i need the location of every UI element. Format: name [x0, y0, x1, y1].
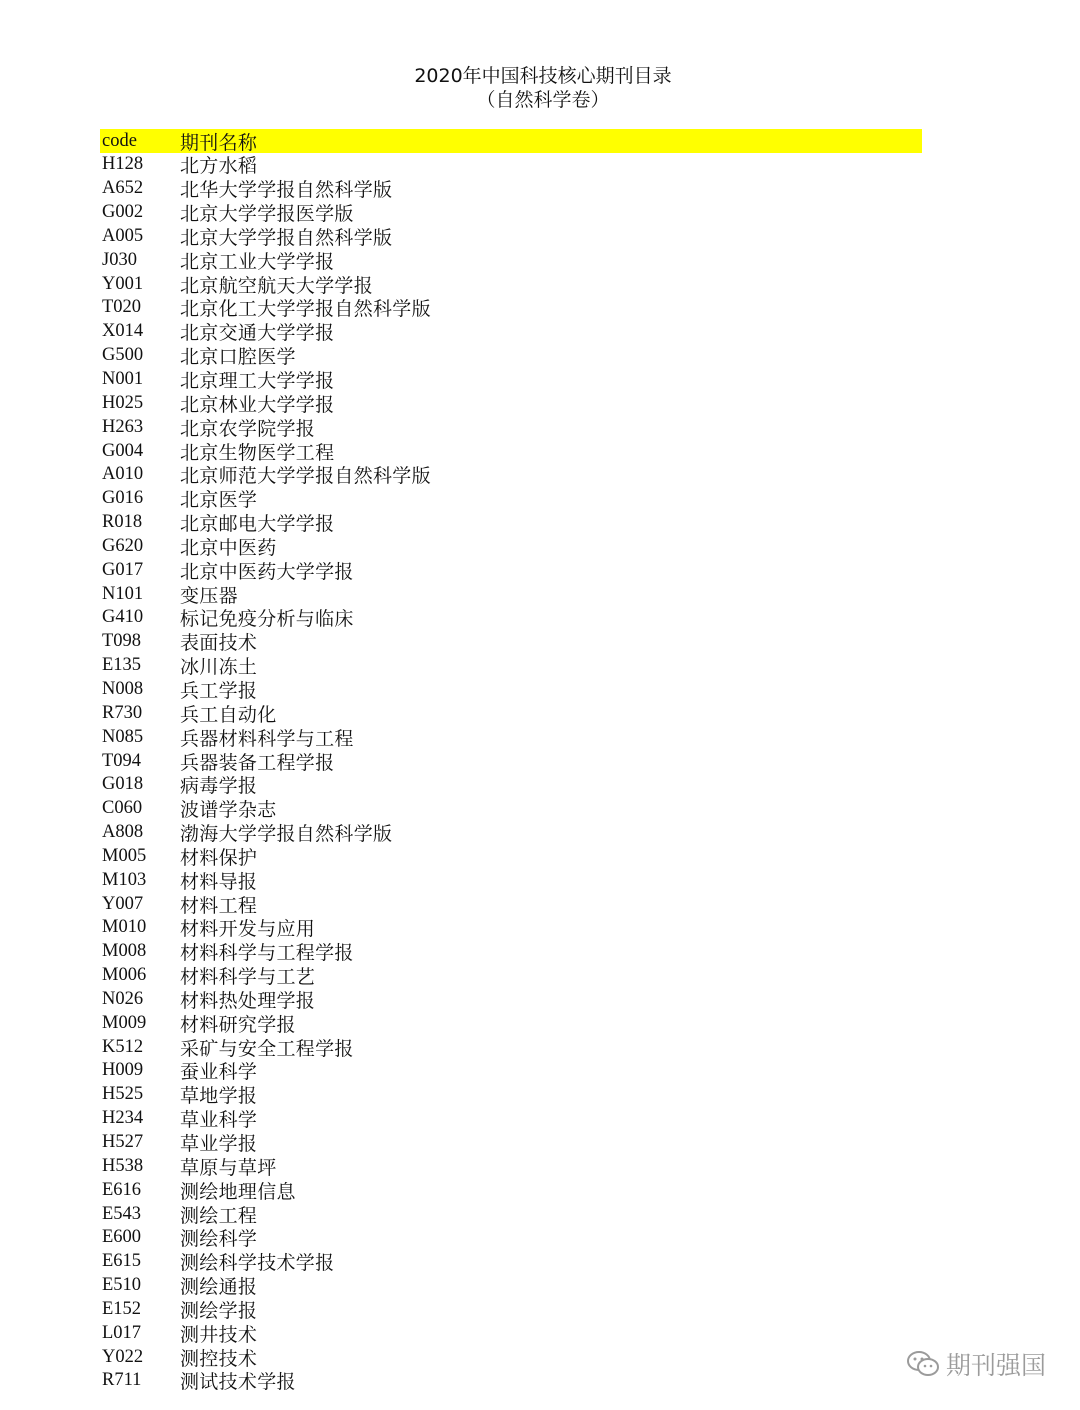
- journal-code: G620: [102, 535, 144, 556]
- journal-name: 北京师范大学学报自然科学版: [180, 465, 431, 488]
- journal-code: K512: [102, 1036, 144, 1057]
- journal-code: H527: [102, 1132, 144, 1153]
- journal-code: A652: [102, 178, 144, 199]
- journal-name: 测绘通报: [180, 1276, 258, 1299]
- table-row: [100, 773, 922, 797]
- journal-code: T020: [102, 297, 142, 318]
- journal-name: 兵工自动化: [180, 703, 277, 726]
- journal-name: 兵工学报: [180, 679, 258, 702]
- table-row: [100, 940, 922, 964]
- table-header-row: [100, 129, 922, 153]
- journal-code: L017: [102, 1322, 142, 1343]
- journal-code: H538: [102, 1155, 144, 1176]
- table-row: [100, 1321, 922, 1345]
- journal-name: 北京农学院学报: [180, 417, 316, 440]
- table-row: [100, 1083, 922, 1107]
- table-row: [100, 1035, 922, 1059]
- table-row: [100, 821, 922, 845]
- journal-name: 采矿与安全工程学报: [180, 1037, 354, 1060]
- journal-name: 北京大学学报自然科学版: [180, 226, 393, 249]
- journal-code: E600: [102, 1227, 142, 1248]
- table-row: [100, 582, 922, 606]
- table-row: [100, 1274, 922, 1298]
- journal-code: G410: [102, 607, 144, 628]
- journal-code: Y007: [102, 893, 144, 914]
- table-row: [100, 558, 922, 582]
- column-header-name: 期刊名称: [180, 131, 258, 154]
- journal-code: H025: [102, 392, 144, 413]
- table-row: [100, 415, 922, 439]
- table-row: [100, 1345, 922, 1369]
- journal-name: 北京理工大学学报: [180, 370, 335, 393]
- journal-name: 材料导报: [180, 870, 258, 893]
- journal-code: Y001: [102, 273, 144, 294]
- journal-code: T098: [102, 631, 142, 652]
- table-row: [100, 654, 922, 678]
- journal-name: 草业科学: [180, 1109, 258, 1132]
- journal-name: 草地学报: [180, 1085, 258, 1108]
- journal-code: X014: [102, 321, 144, 342]
- journal-name: 测试技术学报: [180, 1371, 296, 1394]
- journal-name: 北方水稻: [180, 155, 258, 178]
- journal-name: 渤海大学学报自然科学版: [180, 823, 393, 846]
- table-row: [100, 678, 922, 702]
- journal-code: R711: [102, 1370, 142, 1391]
- wechat-icon: [906, 1350, 940, 1378]
- table-row: [100, 1011, 922, 1035]
- table-row: [100, 320, 922, 344]
- table-row: [100, 988, 922, 1012]
- journal-code: H525: [102, 1084, 144, 1105]
- journal-code: G500: [102, 345, 144, 366]
- table-row: [100, 916, 922, 940]
- journal-code: M008: [102, 941, 147, 962]
- table-row: [100, 248, 922, 272]
- journal-name: 表面技术: [180, 632, 258, 655]
- table-row: [100, 1107, 922, 1131]
- table-row: [100, 1154, 922, 1178]
- journal-name: 标记免疫分析与临床: [180, 608, 354, 631]
- journal-name: 北京化工大学学报自然科学版: [180, 298, 431, 321]
- journal-code: N026: [102, 988, 144, 1009]
- journal-code: H128: [102, 154, 144, 175]
- journal-name: 北京大学学报医学版: [180, 203, 354, 226]
- journal-code: G017: [102, 559, 144, 580]
- journal-name: 北京中医药大学学报: [180, 560, 354, 583]
- journal-code: E543: [102, 1203, 142, 1224]
- journal-name: 测控技术: [180, 1347, 258, 1370]
- journal-code: E616: [102, 1179, 142, 1200]
- journal-name: 材料科学与工程学报: [180, 942, 354, 965]
- table-row: [100, 1178, 922, 1202]
- journal-code: H263: [102, 416, 144, 437]
- table-row: [100, 487, 922, 511]
- table-row: [100, 511, 922, 535]
- journal-name: 北京医学: [180, 489, 258, 512]
- journal-code: M005: [102, 845, 147, 866]
- table-row: [100, 177, 922, 201]
- journal-name: 北京口腔医学: [180, 346, 296, 369]
- journal-name: 北京林业大学学报: [180, 393, 335, 416]
- table-row: [100, 797, 922, 821]
- table-row: [100, 606, 922, 630]
- journal-name: 材料热处理学报: [180, 989, 316, 1012]
- journal-code: M006: [102, 965, 147, 986]
- table-row: [100, 344, 922, 368]
- journal-code: M010: [102, 917, 147, 938]
- table-row: [100, 749, 922, 773]
- journal-name: 测绘科学: [180, 1228, 258, 1251]
- journal-name: 冰川冻土: [180, 656, 258, 679]
- table-row: [100, 1202, 922, 1226]
- page-subtitle: （自然科学卷）: [476, 89, 610, 111]
- table-row: [100, 296, 922, 320]
- journal-code: A010: [102, 464, 144, 485]
- journal-name: 测绘工程: [180, 1204, 258, 1227]
- table-row: [100, 153, 922, 177]
- journal-name: 材料工程: [180, 894, 258, 917]
- table-row: [100, 1298, 922, 1322]
- watermark-text: 期刊强国: [945, 1351, 1046, 1380]
- watermark: [906, 1346, 1046, 1382]
- journal-name: 草原与草坪: [180, 1156, 277, 1179]
- journal-code: A005: [102, 225, 144, 246]
- journal-code: H009: [102, 1060, 144, 1081]
- journal-name: 变压器: [180, 584, 238, 607]
- table-body: [100, 153, 922, 1393]
- table-row: [100, 535, 922, 559]
- journal-code: C060: [102, 798, 143, 819]
- table-row: [100, 463, 922, 487]
- journal-name: 测绘科学技术学报: [180, 1252, 335, 1275]
- journal-code: N101: [102, 583, 144, 604]
- journal-name: 北华大学学报自然科学版: [180, 179, 393, 202]
- journal-code: G004: [102, 440, 144, 461]
- journal-code: G016: [102, 488, 144, 509]
- journal-code: N008: [102, 678, 144, 699]
- table-row: [100, 1226, 922, 1250]
- journal-name: 北京中医药: [180, 536, 277, 559]
- journal-code: M103: [102, 869, 147, 890]
- journal-name: 材料研究学报: [180, 1013, 296, 1036]
- table-row: [100, 701, 922, 725]
- table-row: [100, 630, 922, 654]
- journal-name: 兵器材料科学与工程: [180, 727, 354, 750]
- table-row: [100, 1131, 922, 1155]
- journal-name: 草业学报: [180, 1133, 258, 1156]
- journal-name: 材料保护: [180, 846, 258, 869]
- table-row: [100, 868, 922, 892]
- journal-code: H234: [102, 1108, 144, 1129]
- table-row: [100, 1250, 922, 1274]
- journal-name: 北京交通大学学报: [180, 322, 335, 345]
- journal-name: 材料开发与应用: [180, 918, 316, 941]
- column-header-code: code: [102, 130, 137, 151]
- journal-name: 测绘学报: [180, 1299, 258, 1322]
- journal-code: E615: [102, 1251, 142, 1272]
- table-row: [100, 225, 922, 249]
- table-row: [100, 368, 922, 392]
- journal-code: J030: [102, 249, 137, 270]
- table-row: [100, 725, 922, 749]
- journal-code: E152: [102, 1298, 142, 1319]
- table-row: [100, 844, 922, 868]
- table-row: [100, 892, 922, 916]
- journal-name: 波谱学杂志: [180, 799, 277, 822]
- journal-name: 病毒学报: [180, 775, 258, 798]
- journal-code: Y022: [102, 1346, 144, 1367]
- journal-name: 兵器装备工程学报: [180, 751, 335, 774]
- journal-code: T094: [102, 750, 142, 771]
- journal-name: 蚕业科学: [180, 1061, 258, 1084]
- journal-name: 北京工业大学学报: [180, 250, 335, 273]
- table-row: [100, 1369, 922, 1393]
- journal-code: R730: [102, 702, 143, 723]
- journal-code: A808: [102, 822, 144, 843]
- journal-name: 测井技术: [180, 1323, 258, 1346]
- table-row: [100, 201, 922, 225]
- journal-code: E510: [102, 1275, 142, 1296]
- journal-name: 北京航空航天大学学报: [180, 274, 374, 297]
- table-row: [100, 439, 922, 463]
- journal-name: 测绘地理信息: [180, 1180, 296, 1203]
- journal-code: N085: [102, 726, 144, 747]
- journal-name: 材料科学与工艺: [180, 966, 316, 989]
- journal-code: R018: [102, 512, 143, 533]
- journal-name: 北京邮电大学学报: [180, 513, 335, 536]
- table-row: [100, 964, 922, 988]
- journal-code: G002: [102, 202, 144, 223]
- journal-name: 北京生物医学工程: [180, 441, 335, 464]
- journal-code: E135: [102, 655, 142, 676]
- table-row: [100, 391, 922, 415]
- journal-code: N001: [102, 369, 144, 390]
- table-row: [100, 272, 922, 296]
- page-title: 2020年中国科技核心期刊目录: [414, 65, 672, 87]
- table-row: [100, 1059, 922, 1083]
- journal-code: G018: [102, 774, 144, 795]
- journal-table: [100, 129, 922, 1393]
- journal-code: M009: [102, 1012, 147, 1033]
- document-header: [0, 64, 1080, 112]
